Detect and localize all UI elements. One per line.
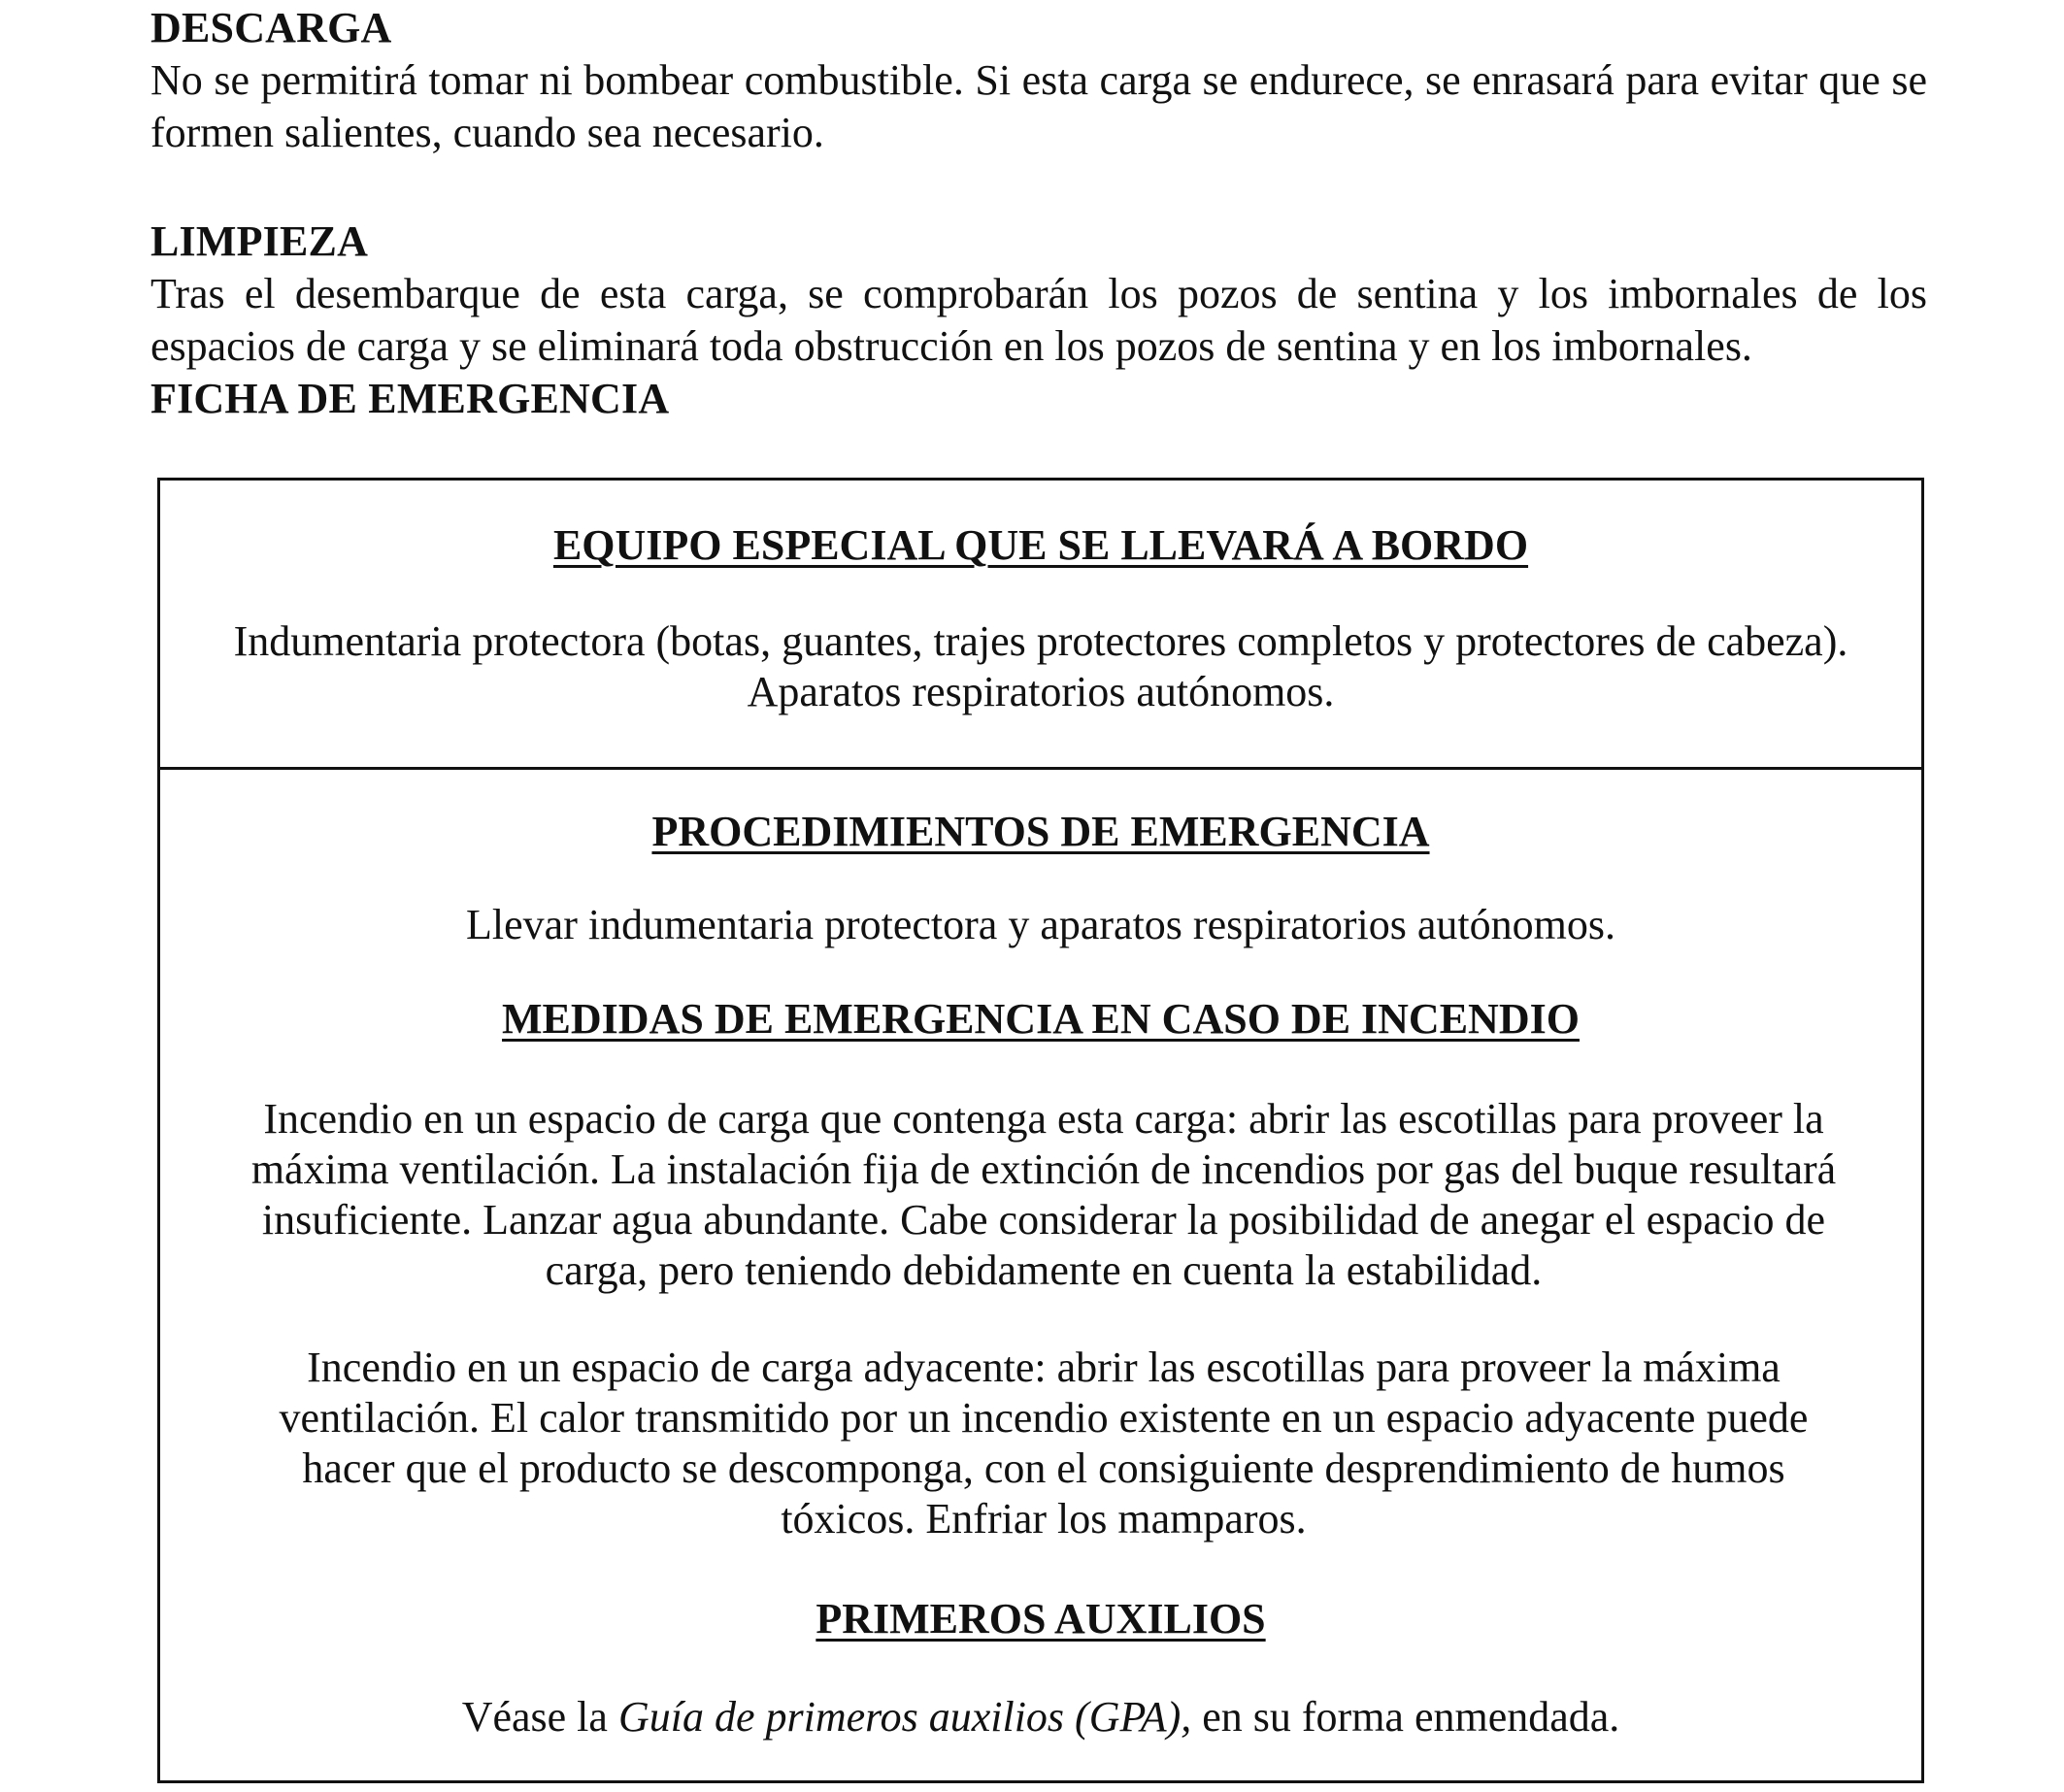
limpieza-heading: LIMPIEZA [150, 217, 369, 265]
procedimientos-title: PROCEDIMIENTOS DE EMERGENCIA [651, 808, 1430, 855]
gpa-guide-reference: Guía de primeros auxilios (GPA), [617, 1693, 1192, 1741]
primeros-auxilios-title: PRIMEROS AUXILIOS [816, 1595, 1266, 1643]
equipo-especial-title: EQUIPO ESPECIAL QUE SE LLEVARÁ A BORDO [552, 521, 1529, 569]
primeros-auxilios-text [160, 1692, 1921, 1742]
medidas-paragraph-2: Incendio en un espacio de carga adyacente: abrir las escotillas para proveer la máxima ventilación. El calor transmitido por un incendio existente en un espacio adyacente puede hacer que el producto se descomponga, con el consiguiente desprendimiento de humos tóxicos. Enfriar los mamparos. [279, 1344, 1809, 1543]
procedimientos-text: Llevar indumentaria protectora y aparatos respiratorios autónomos. [466, 901, 1615, 948]
equipo-especial-text [160, 616, 1921, 717]
section-limpieza [150, 216, 1927, 373]
primeros-text-before: Véase la [461, 1693, 618, 1741]
descarga-heading: DESCARGA [150, 4, 392, 51]
equipo-line-2: Aparatos respiratorios autónomos. [747, 668, 1335, 715]
section-descarga [150, 2, 1927, 159]
limpieza-text: Tras el desembarque de esta carga, se comprobarán los pozos de sentina y los imbornales de los espacios de carga y se eliminará toda obstrucción en los pozos de sentina y en los imbornales. [150, 270, 1927, 370]
box-divider [160, 767, 1921, 770]
emergency-card-box [157, 478, 1924, 1783]
ficha-emergencia-heading: FICHA DE EMERGENCIA [150, 375, 670, 422]
medidas-paragraph-1: Incendio en un espacio de carga que contenga esta carga: abrir las escotillas para proveer la máxima ventilación. La instalación fija de extinción de incendios por gas del buque resultará insuficiente. Lanzar agua abundante. Cabe considerar la posibilidad de anegar el espacio de carga, pero teniendo debidamente en cuenta la estabilidad. [250, 1095, 1837, 1294]
medidas-incendio-title: MEDIDAS DE EMERGENCIA EN CASO DE INCENDIO [502, 995, 1580, 1043]
descarga-text: No se permitirá tomar ni bombear combustible. Si esta carga se endurece, se enrasará para evitar que se formen salientes, cuando sea necesario. [150, 56, 1927, 156]
equipo-line-1: Indumentaria protectora (botas, guantes, trajes protectores completos y protectores de cabeza). [233, 617, 1848, 665]
primeros-text-after: en su forma enmendada. [1191, 1693, 1620, 1741]
